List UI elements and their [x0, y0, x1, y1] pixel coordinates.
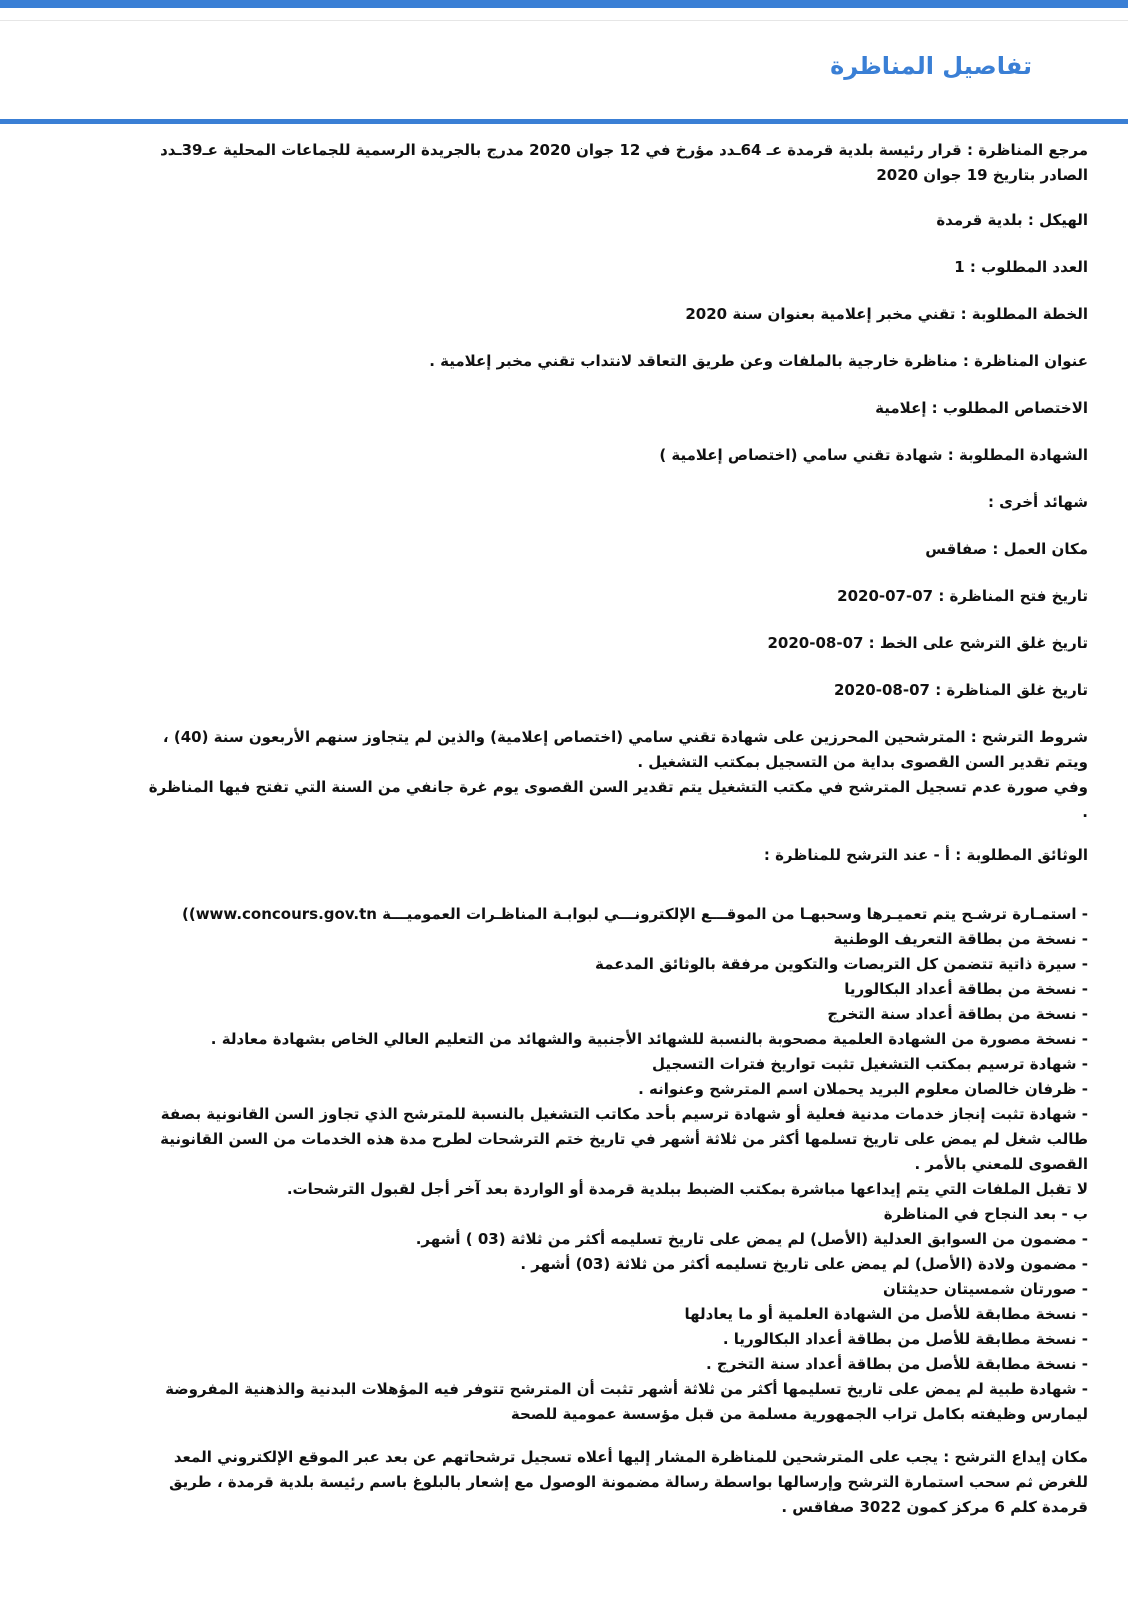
conditions-line: ويتم تقدير السن القصوى بداية من التسجيل بمكتب التشغيل .	[637, 753, 1088, 771]
documents-heading: الوثائق المطلوبة : أ - عند الترشح للمناظرة :	[763, 846, 1088, 864]
list-item: - نسخة مصورة من الشهادة العلمية مصحوبة بالنسبة للشهائد الأجنبية والشهائد من التعليم العالي الخاص بشهادة معادلة .	[210, 1030, 1088, 1048]
list-item: - نسخة مطابقة للأصل من بطاقة أعداد سنة التخرج .	[706, 1355, 1088, 1373]
workplace-field: مكان العمل : صفاقس	[925, 540, 1088, 558]
list-item: - صورتان شمسيتان حديثتان	[882, 1280, 1088, 1298]
list-item: - سيرة ذاتية تتضمن كل التربصات والتكوين مرفقة بالوثائق المدعمة	[595, 955, 1088, 973]
diploma-field: الشهادة المطلوبة : شهادة تقني سامي (اختصاص إعلامية )	[659, 446, 1088, 464]
open-date-field: تاريخ فتح المناظرة : 07-07-2020	[837, 587, 1088, 605]
list-item: - استمـارة ترشـح يتم تعميـرها وسحبهـا من الموقـــع الإلكترونـــي لبوابـة المناظـرات العموميـــة www.concours.gov.tn))	[181, 905, 1088, 923]
application-documents-list	[148, 902, 1088, 1427]
count-field: العدد المطلوب : 1	[954, 258, 1088, 276]
close-date-field: تاريخ غلق المناظرة : 07-08-2020	[834, 681, 1088, 699]
conditions-block	[148, 725, 1088, 825]
grade-field: الخطة المطلوبة : تقني مخبر إعلامية بعنوان سنة 2020	[685, 305, 1088, 323]
subject-field: عنوان المناظرة : مناظرة خارجية بالملفات وعن طريق التعاقد لانتداب تقني مخبر إعلامية .	[429, 352, 1088, 370]
other-diplomas-field: شهائد أخرى :	[987, 493, 1088, 511]
list-item: - شهادة تثبت إنجاز خدمات مدنية فعلية أو شهادة ترسيم بأحد مكاتب التشغيل بالنسبة للمترشح الذي تجاوز السن القانونية بصفة طالب شغل لم يمض على تاريخ تسلمها أكثر من ثلاثة أشهر في تاريخ ختم الترشحات لطرح مدة هذه الخدمات من السن القانونية القصوى للمعني بالأمر .	[160, 1105, 1088, 1173]
conditions-line: شروط الترشح : المترشحين المحرزين على شهادة تقني سامي (اختصاص إعلامية) والذين لم يتجاوز سنهم الأربعون سنة (40) ،	[162, 728, 1088, 746]
list-item: - نسخة من بطاقة أعداد البكالوريا	[844, 980, 1088, 998]
list-item: - مضمون ولادة (الأصل) لم يمض على تاريخ تسليمه أكثر من ثلاثة (03) أشهر .	[520, 1255, 1088, 1273]
list-item: لا تقبل الملفات التي يتم إيداعها مباشرة بمكتب الضبط ببلدية قرمدة أو الواردة بعد آخر أجل لقبول الترشحات.	[286, 1180, 1088, 1198]
list-item: - شهادة ترسيم بمكتب التشغيل تثبت تواريخ فترات التسجيل	[652, 1055, 1088, 1073]
list-item: - ظرفان خالصان معلوم البريد يحملان اسم المترشح وعنوانه .	[638, 1080, 1088, 1098]
online-close-date-field: تاريخ غلق الترشح على الخط : 07-08-2020	[767, 634, 1088, 652]
reference-field: مرجع المناظرة : قرار رئيسة بلدية قرمدة عـ 64ـدد مؤرخ في 12 جوان 2020 مدرج بالجريدة الرسمية للجماعات المحلية عـ39ـدد الصادر بتاريخ 19 جوان 2020	[160, 141, 1088, 184]
title-underline	[0, 119, 1128, 124]
after-success-heading: ب - بعد النجاح في المناظرة	[883, 1205, 1088, 1223]
competition-details	[148, 138, 1088, 1535]
structure-field: الهيكل : بلدية قرمدة	[936, 211, 1088, 229]
list-item: - شهادة طبية لم يمض على تاريخ تسليمها أكثر من ثلاثة أشهر تثبت أن المترشح تتوفر فيه المؤهلات البدنية والذهنية المفروضة ليمارس وظيفته بكامل تراب الجمهورية مسلمة من قبل مؤسسة عمومية للصحة	[165, 1380, 1088, 1423]
conditions-line: وفي صورة عدم تسجيل المترشح في مكتب التشغيل يتم تقدير السن القصوى يوم غرة جانفي من السنة التي تفتح فيها المناظرة .	[148, 778, 1088, 821]
page-title: تفاصيل المناظرة	[830, 52, 1032, 80]
specialty-field: الاختصاص المطلوب : إعلامية	[875, 399, 1088, 417]
list-item: - نسخة من بطاقة أعداد سنة التخرج	[827, 1005, 1088, 1023]
list-item: - نسخة مطابقة للأصل من الشهادة العلمية أو ما يعادلها	[684, 1305, 1088, 1323]
top-accent-bar	[0, 0, 1128, 8]
list-item: - نسخة من بطاقة التعريف الوطنية	[833, 930, 1088, 948]
submission-place: مكان إيداع الترشح : يجب على المترشحين للمناظرة المشار إليها أعلاه تسجيل ترشحاتهم عن بعد عبر الموقع الإلكتروني المعد للغرض ثم سحب استمارة الترشح وإرسالها بواسطة رسالة مضمونة الوصول مع إشعار بالبلوغ باسم رئيسة بلدية قرمدة ، طريق قرمدة كلم 6 مركز كمون 3022 صفاقس .	[169, 1448, 1088, 1516]
list-item: - نسخة مطابقة للأصل من بطاقة أعداد البكالوريا .	[722, 1330, 1088, 1348]
top-divider	[0, 20, 1128, 21]
list-item: - مضمون من السوابق العدلية (الأصل) لم يمض على تاريخ تسليمه أكثر من ثلاثة (03 ) أشهر.	[415, 1230, 1088, 1248]
